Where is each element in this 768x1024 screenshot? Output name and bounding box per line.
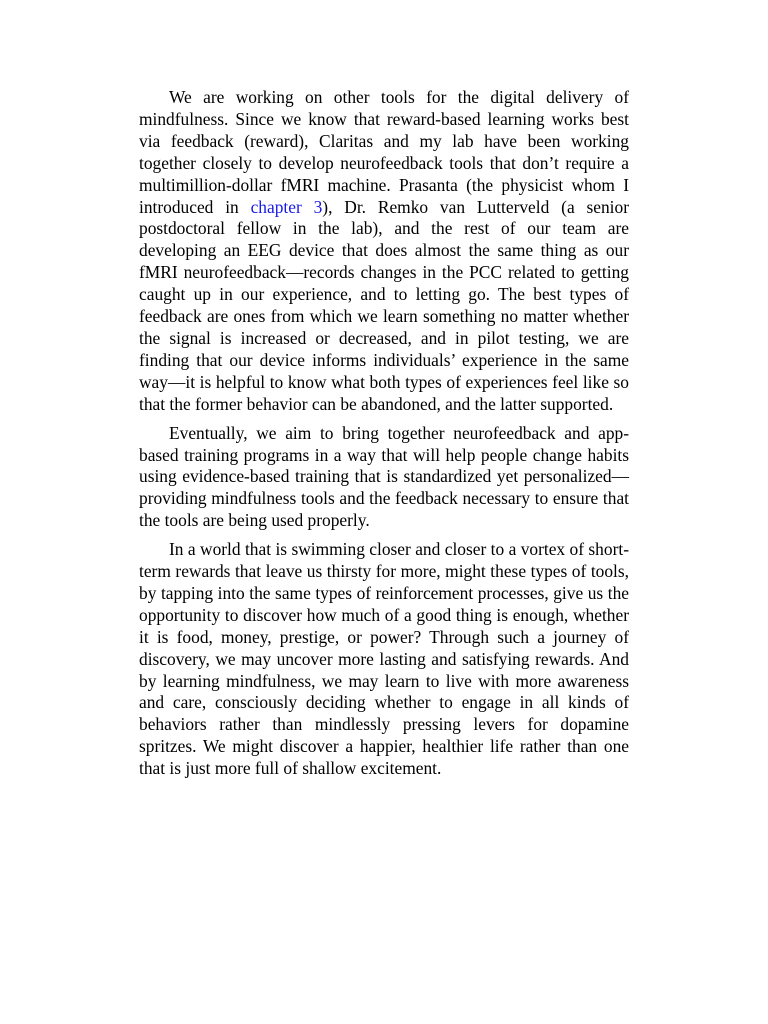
paragraph-3: In a world that is swimming closer and closer to a vortex of short-term rewards that leave us thirsty for more, might these types of tools, by tapping into the same types of reinforcement processes, give us the opportunity to discover how much of a good thing is enough, whether it is food, money, prestige, or power? Through such a journey of discovery, we may uncover more lasting and satisfying rewards. And by learning mindfulness, we may learn to live with more awareness and care, consciously deciding whether to engage in all kinds of behaviors rather than mindlessly pressing levers for dopamine spritzes. We might discover a happier, healthier life rather than one that is just more full of shallow excitement. bbox=[139, 539, 629, 779]
paragraph-1 bbox=[139, 87, 629, 416]
page-body bbox=[139, 87, 629, 787]
paragraph-1-text-start: We are working on other tools for the digital delivery of mindfulness. Since we know that reward-based learning works best via feedback (reward), Claritas and my lab have been working together closely to develop neurofeedback tools that don’t require a multimillion-dollar fMRI machine. Prasanta (the physicist whom I introduced in bbox=[139, 87, 629, 217]
paragraph-2: Eventually, we aim to bring together neurofeedback and app-based training programs in a way that will help people change habits using evidence-based training that is standardized yet personalized—providing mindfulness tools and the feedback necessary to ensure that the tools are being used properly. bbox=[139, 422, 629, 531]
chapter-3-link[interactable]: chapter 3 bbox=[250, 196, 323, 217]
paragraph-1-text-end: ), Dr. Remko van Lutterveld (a senior postdoctoral fellow in the lab), and the rest of our team are developing an EEG device that does almost the same thing as our fMRI neurofeedback—records changes in the PCC related to getting caught up in our experience, and to letting go. The best types of feedback are ones from which we learn something no matter whether the signal is increased or decreased, and in pilot testing, we are finding that our device informs individuals’ experience in the same way—it is helpful to know what both types of experiences feel like so that the former behavior can be abandoned, and the latter supported. bbox=[139, 196, 629, 414]
